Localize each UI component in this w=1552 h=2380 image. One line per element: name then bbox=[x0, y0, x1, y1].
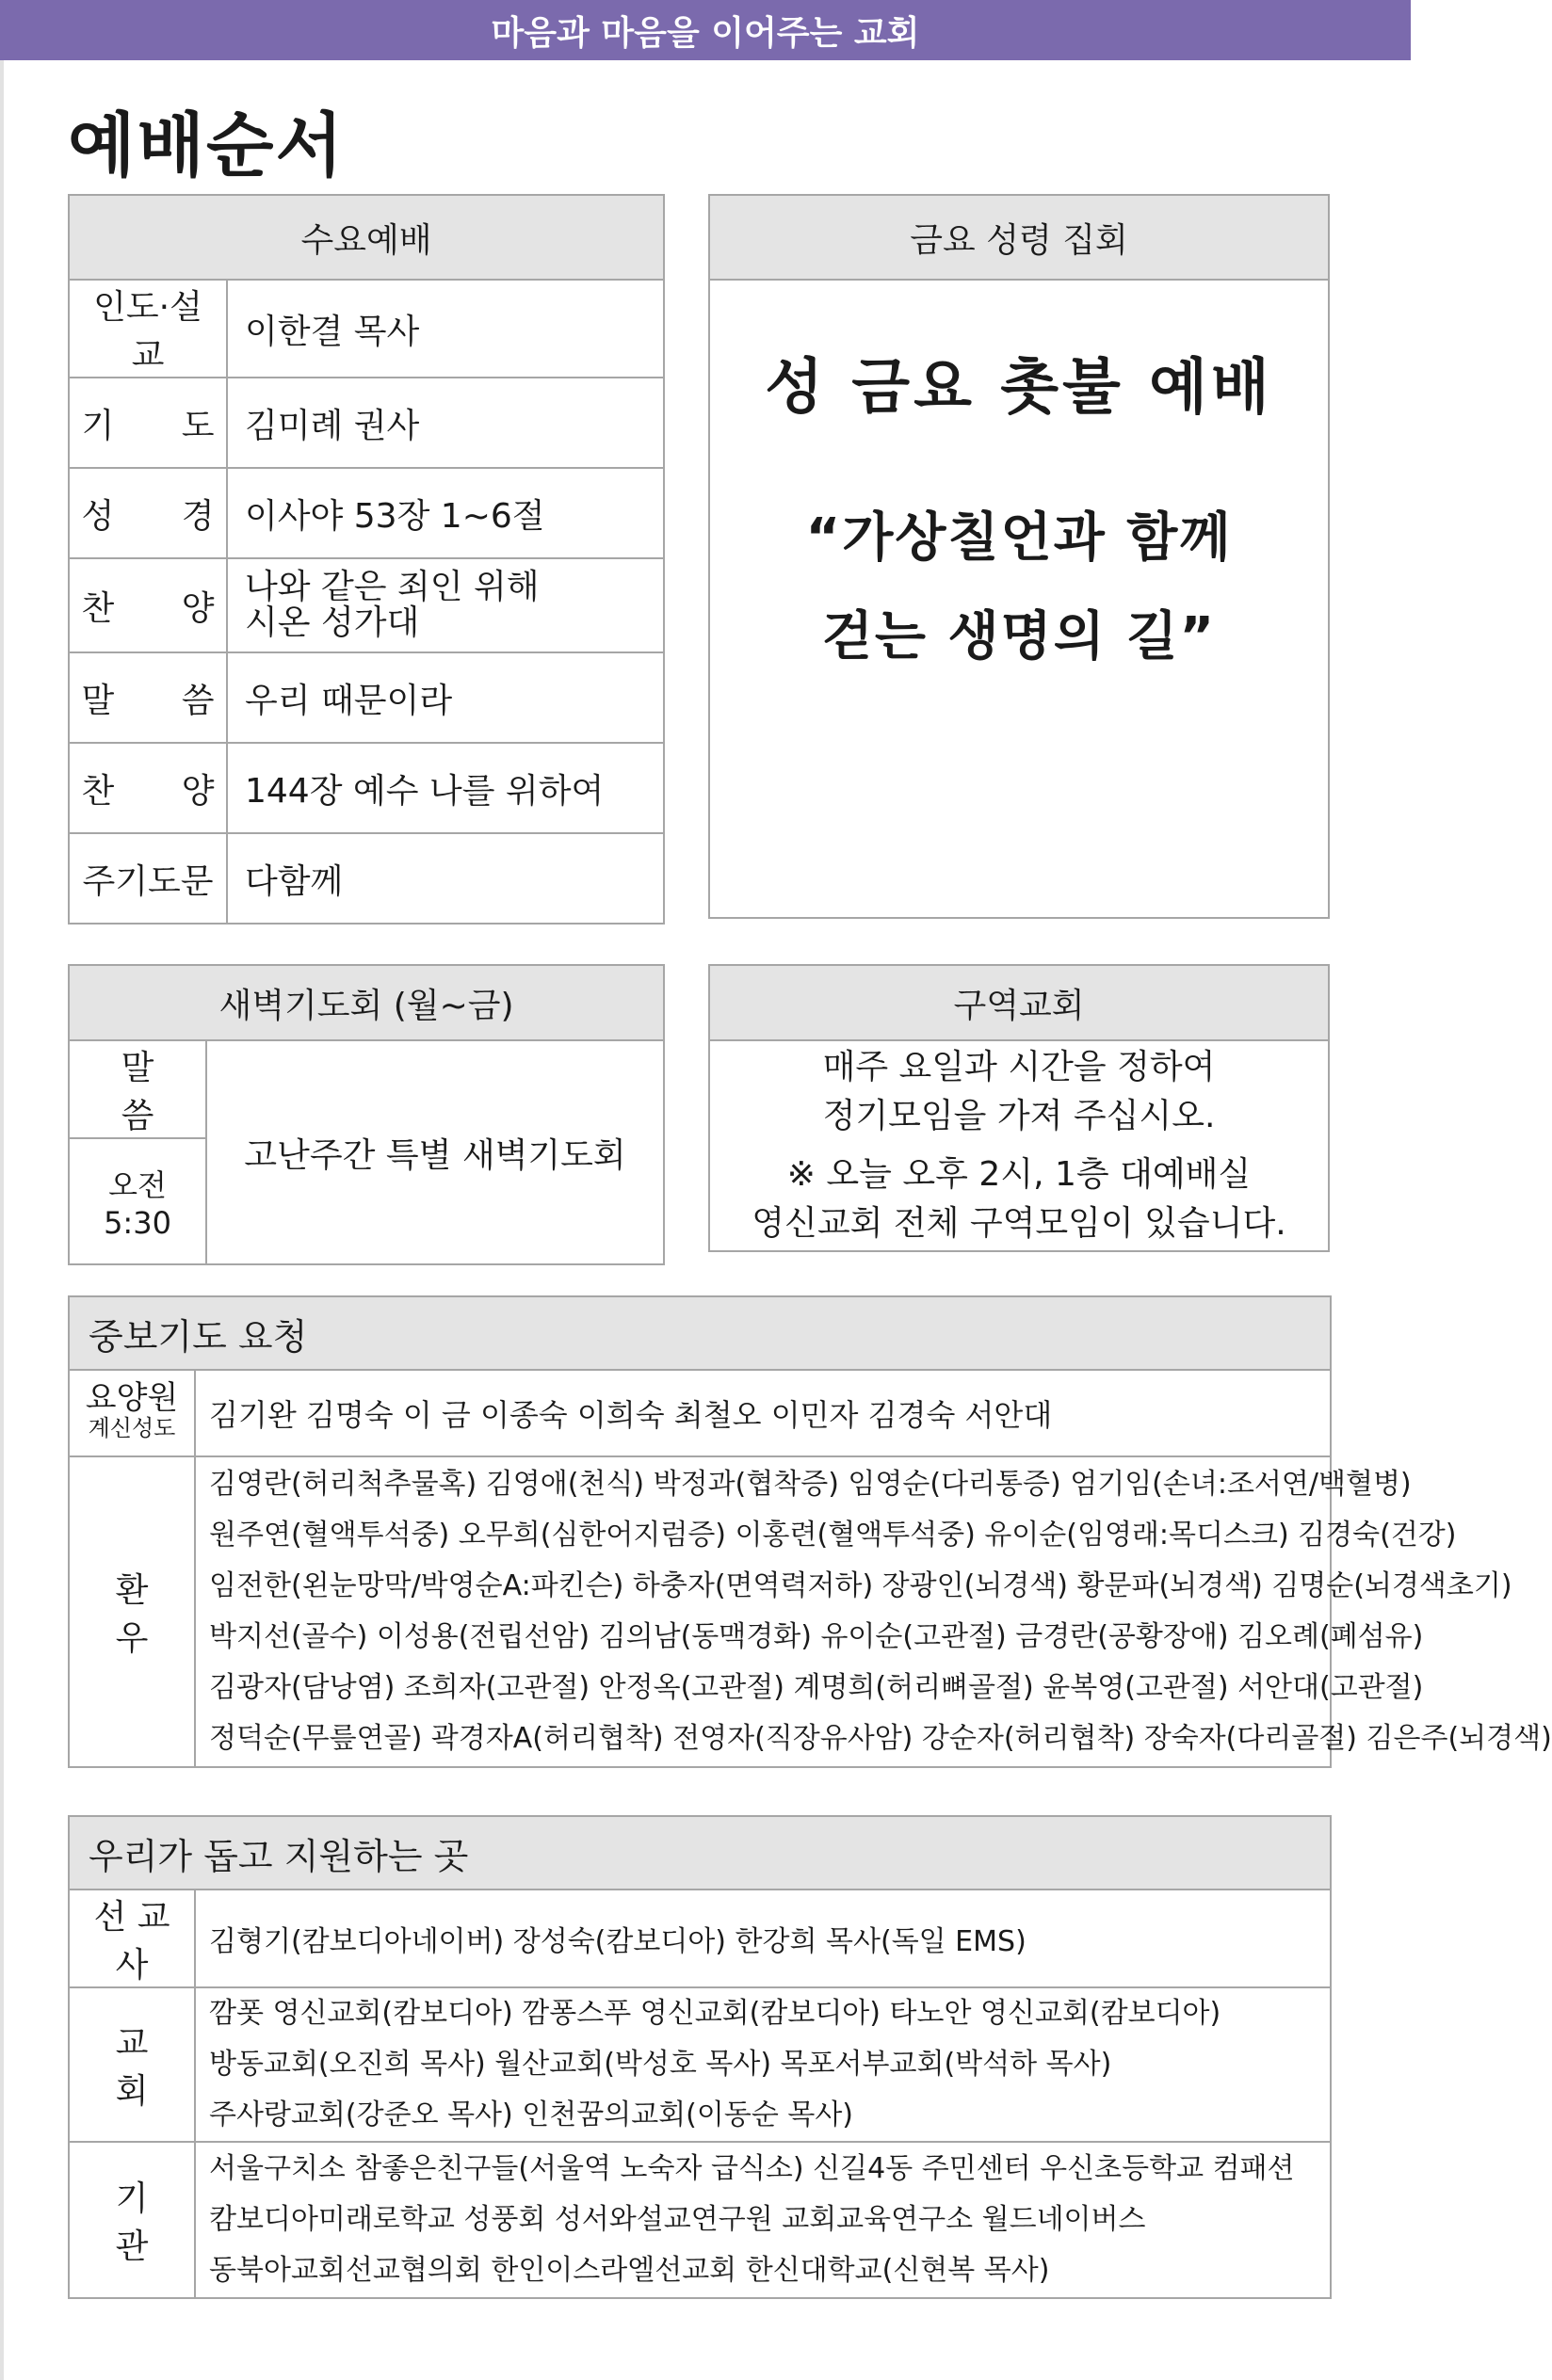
organization-label: 기 관 bbox=[69, 2142, 195, 2298]
district-body bbox=[709, 1040, 1329, 1251]
missionary-list: 김형기(캄보디아네이버) 장성숙(캄보디아) 한강희 목사(독일 EMS) bbox=[195, 1890, 1331, 1987]
nursing-home-label bbox=[69, 1370, 195, 1456]
organization-list bbox=[195, 2142, 1331, 2298]
support-table bbox=[68, 1815, 1332, 2299]
wednesday-service-title: 수요예배 bbox=[69, 195, 664, 280]
patients-list bbox=[195, 1456, 1552, 1767]
hymn-1-choir: 시온 성가대 bbox=[245, 603, 420, 642]
district-line-4: 영신교회 전체 구역모임이 있습니다. bbox=[752, 1204, 1286, 1243]
header-banner: 마음과 마음을 이어주는 교회 bbox=[0, 0, 1411, 60]
value-leader: 이한결 목사 bbox=[227, 280, 664, 378]
label-scripture: 성 경 bbox=[69, 468, 227, 558]
nursing-home-label-sub: 계신성도 bbox=[88, 1415, 176, 1441]
patients-line: 김영란(허리척추물혹) 김영애(천식) 박정과(협착증) 임영순(다리통증) 엄기임(손녀:조서연/백혈병) bbox=[209, 1468, 1412, 1501]
organization-line: 서울구치소 참좋은친구들(서울역 노숙자 급식소) 신길4동 주민센터 우신초등학교 컴패션 bbox=[209, 2152, 1295, 2185]
dawn-prayer-table bbox=[68, 964, 665, 1265]
dawn-label-time: 오전 5:30 bbox=[69, 1138, 206, 1264]
church-list bbox=[195, 1987, 1331, 2142]
value-lords-prayer: 다함께 bbox=[227, 833, 664, 924]
friday-service-title: 금요 성령 집회 bbox=[709, 195, 1329, 280]
page-title: 예배순서 bbox=[68, 105, 345, 186]
district-line-2: 정기모임을 가져 주십시오. bbox=[822, 1097, 1216, 1135]
value-hymn-1 bbox=[227, 558, 664, 652]
friday-headline: 성 금요 촛불 예배 bbox=[765, 353, 1273, 423]
label-hymn-2: 찬 양 bbox=[69, 743, 227, 833]
nursing-home-label-main: 요양원 bbox=[85, 1379, 179, 1417]
district-table bbox=[708, 964, 1330, 1252]
value-hymn-2: 144장 예수 나를 위하여 bbox=[227, 743, 664, 833]
organization-line: 캄보디아미래로학교 성풍회 성서와설교연구원 교회교육연구소 월드네이버스 bbox=[209, 2203, 1146, 2236]
support-title: 우리가 돕고 지원하는 곳 bbox=[69, 1816, 1331, 1890]
dawn-prayer-title: 새벽기도회 (월~금) bbox=[69, 965, 664, 1040]
patients-line: 박지선(골수) 이성용(전립선암) 김의남(동맥경화) 유이순(고관절) 금경란(공황장애) 김오례(폐섬유) bbox=[209, 1620, 1424, 1653]
dawn-prayer-value: 고난주간 특별 새벽기도회 bbox=[206, 1040, 664, 1264]
patients-label: 환 우 bbox=[69, 1456, 195, 1767]
label-hymn-1: 찬 양 bbox=[69, 558, 227, 652]
district-line-3: ※ 오늘 오후 2시, 1층 대예배실 bbox=[786, 1155, 1252, 1194]
label-sermon: 말 씀 bbox=[69, 652, 227, 743]
prayer-request-title: 중보기도 요청 bbox=[69, 1296, 1331, 1370]
hymn-1-title: 나와 같은 죄인 위해 bbox=[245, 568, 540, 606]
district-title: 구역교회 bbox=[709, 965, 1329, 1040]
patients-line: 원주연(혈액투석중) 오무희(심한어지럼증) 이홍련(혈액투석중) 유이순(임영래:목디스크) 김경숙(건강) bbox=[209, 1519, 1457, 1552]
friday-subtitle-1: “가상칠언과 함께 bbox=[805, 507, 1233, 569]
friday-service-table bbox=[708, 194, 1330, 919]
church-line: 주사랑교회(강준오 목사) 인천꿈의교회(이동순 목사) bbox=[209, 2099, 854, 2131]
label-leader: 인도·설교 bbox=[69, 280, 227, 378]
friday-subtitle-2: 걷는 생명의 길” bbox=[821, 606, 1217, 667]
patients-line: 김광자(담낭염) 조희자(고관절) 안정옥(고관절) 계명희(허리뼈골절) 윤복영(고관절) 서안대(고관절) bbox=[209, 1671, 1424, 1704]
church-line: 깜폿 영신교회(캄보디아) 깜퐁스푸 영신교회(캄보디아) 타노안 영신교회(캄보디아) bbox=[209, 1997, 1221, 2030]
patients-line: 임전한(왼눈망막/박영순A:파킨슨) 하충자(면역력저하) 장광인(뇌경색) 황문파(뇌경색) 김명순(뇌경색초기) bbox=[209, 1569, 1512, 1602]
district-line-1: 매주 요일과 시간을 정하여 bbox=[822, 1048, 1216, 1086]
nursing-home-names: 김기완 김명숙 이 금 이종숙 이희숙 최철오 이민자 김경숙 서안대 bbox=[195, 1370, 1331, 1456]
prayer-request-table bbox=[68, 1295, 1552, 1768]
missionary-label: 선 교 사 bbox=[69, 1890, 195, 1987]
label-lords-prayer: 주기도문 bbox=[69, 833, 227, 924]
organization-line: 동북아교회선교협의회 한인이스라엘선교회 한신대학교(신현복 목사) bbox=[209, 2254, 1050, 2287]
wednesday-service-table bbox=[68, 194, 665, 925]
patients-line: 정덕순(무릎연골) 곽경자A(허리협착) 전영자(직장유사암) 강순자(허리협착) 장숙자(다리골절) 김은주(뇌경색) bbox=[209, 1722, 1552, 1755]
page-edge bbox=[0, 60, 4, 2380]
value-prayer: 김미례 권사 bbox=[227, 378, 664, 468]
church-label: 교 회 bbox=[69, 1987, 195, 2142]
dawn-label-sermon: 말 씀 bbox=[69, 1040, 206, 1138]
church-line: 방동교회(오진희 목사) 월산교회(박성호 목사) 목포서부교회(박석하 목사) bbox=[209, 2048, 1112, 2081]
value-sermon: 우리 때문이라 bbox=[227, 652, 664, 743]
friday-service-body bbox=[709, 280, 1329, 918]
label-prayer: 기 도 bbox=[69, 378, 227, 468]
value-scripture: 이사야 53장 1~6절 bbox=[227, 468, 664, 558]
